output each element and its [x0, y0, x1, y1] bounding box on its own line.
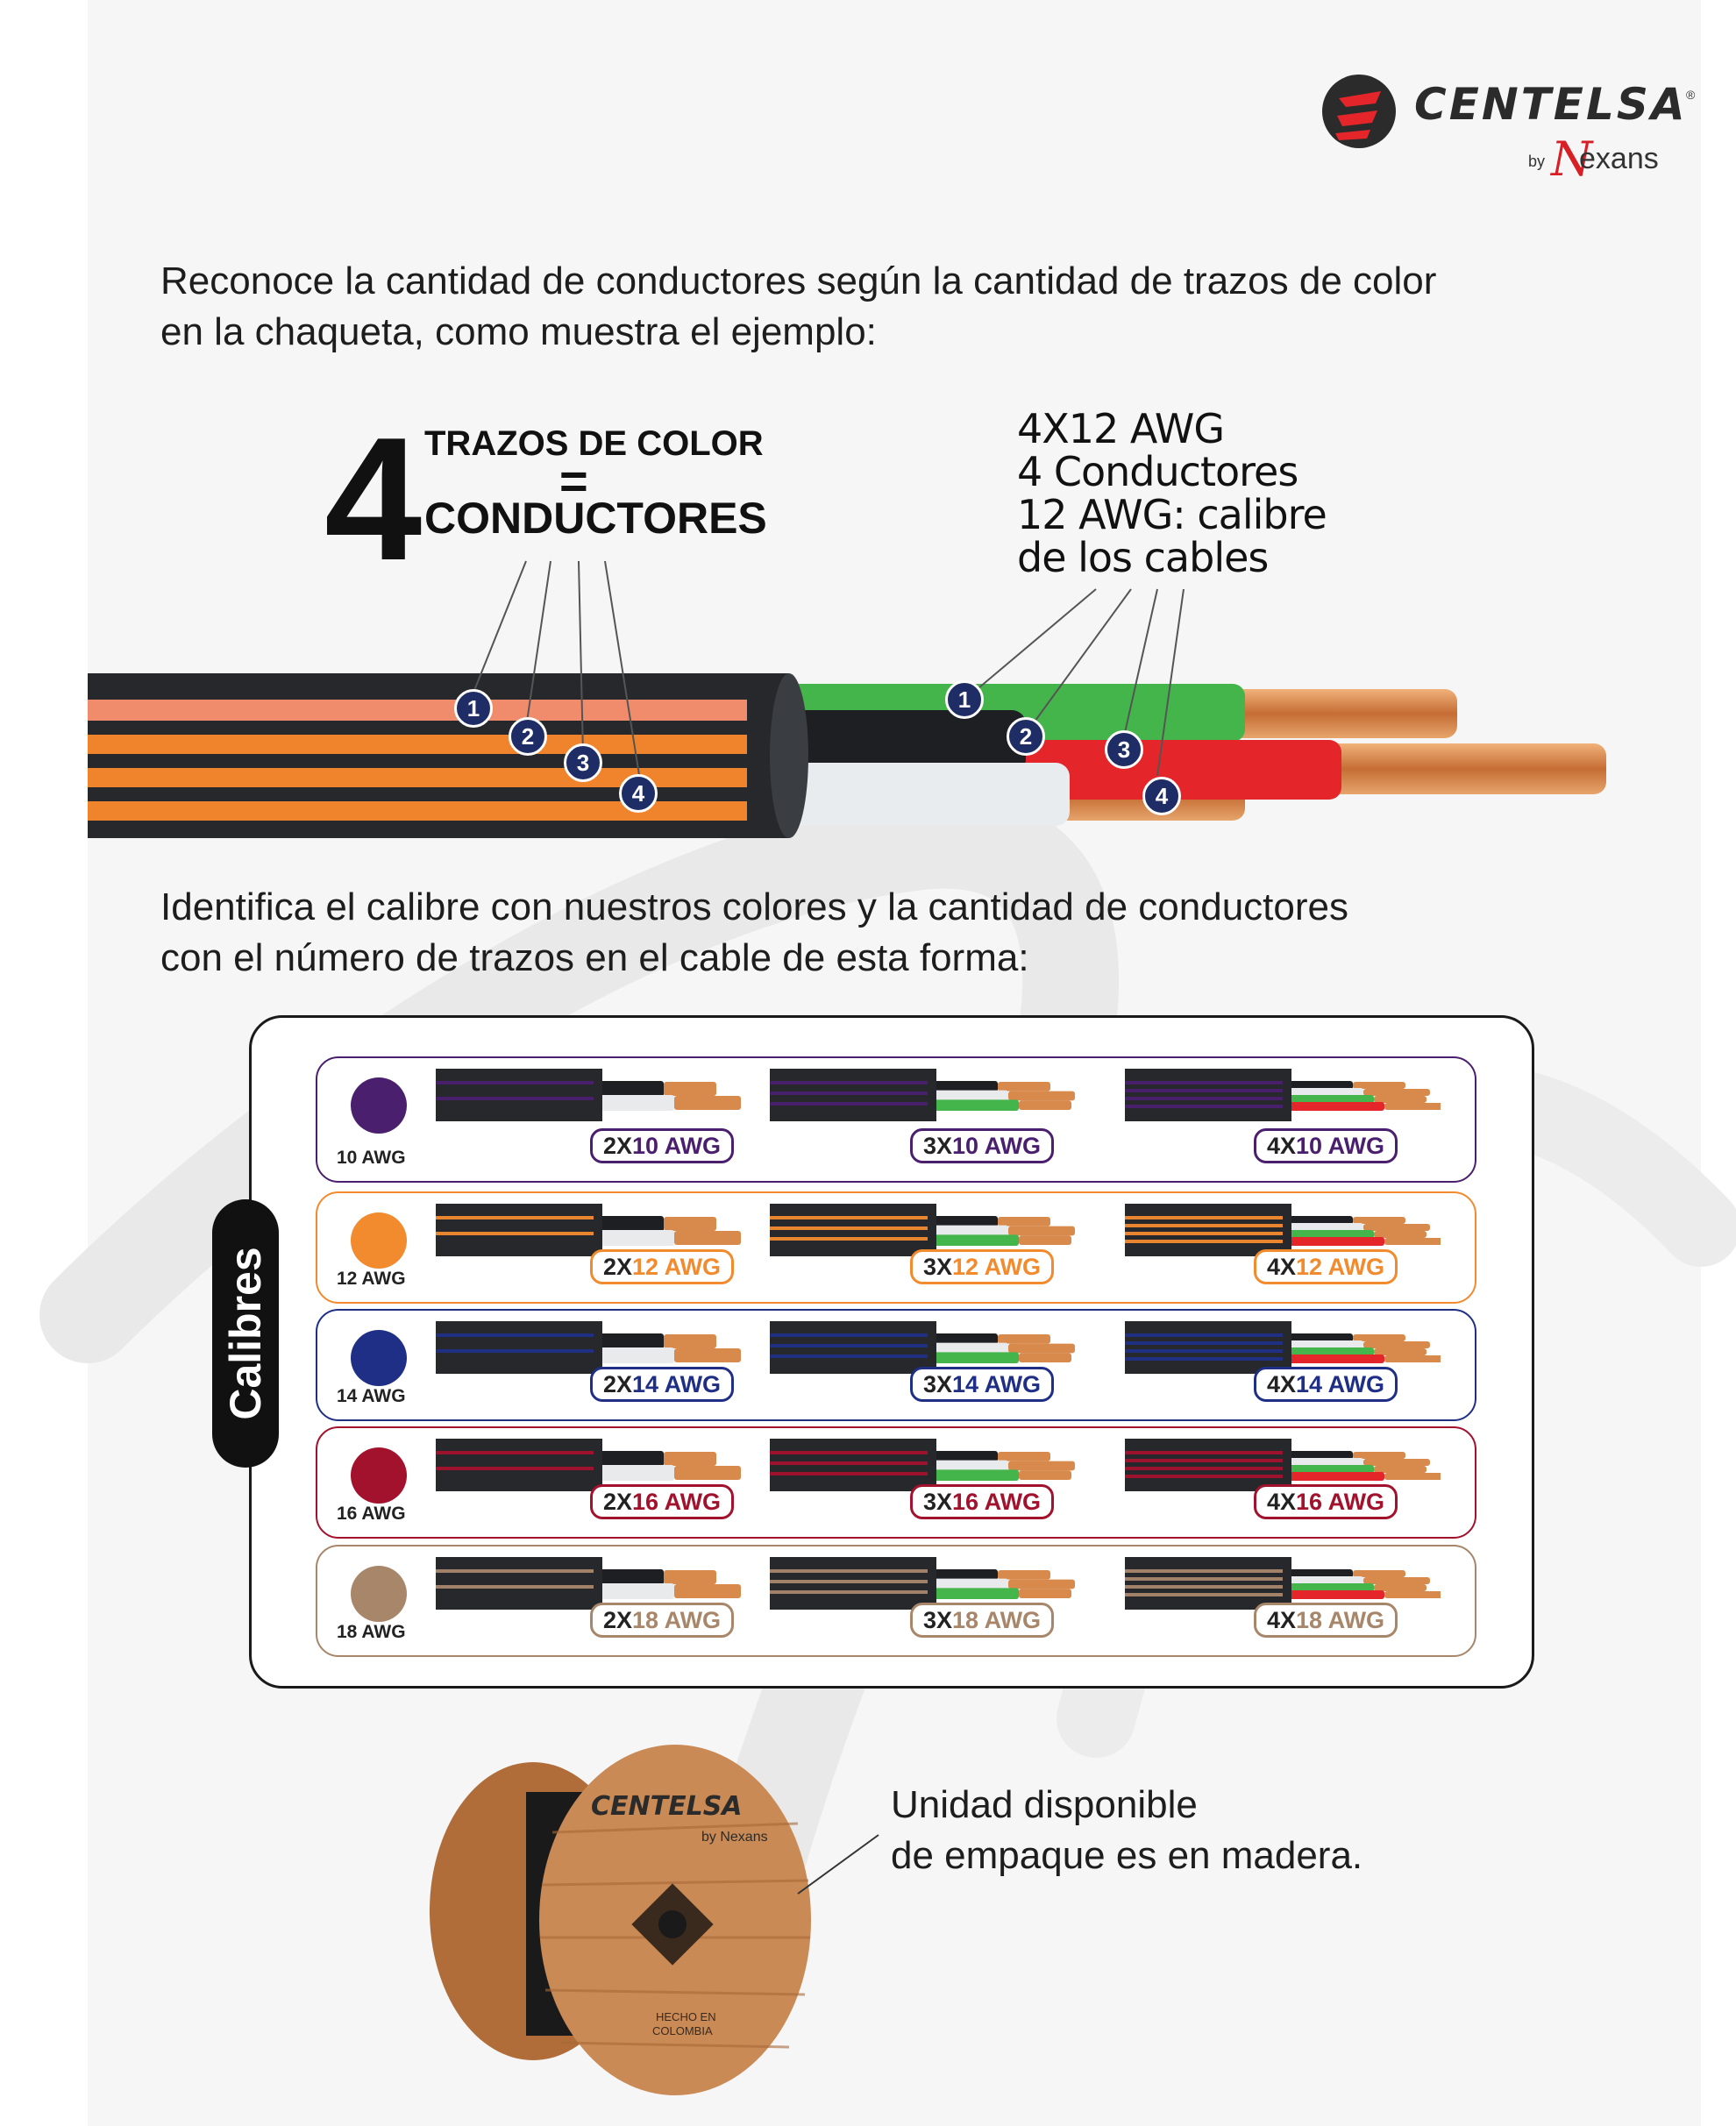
- cable-size-label: [910, 1367, 1054, 1402]
- spec-line-3: 12 AWG: calibre: [1017, 491, 1327, 538]
- cable-icon-2x18: [436, 1557, 751, 1610]
- cable-gauge-size: 18 AWG: [632, 1607, 722, 1633]
- stripe-marker-2: 2: [1007, 717, 1045, 756]
- stripe-marker-4: 4: [1142, 777, 1181, 815]
- stripe-count-number: 4: [324, 402, 417, 597]
- cable-gauge-size: 12 AWG: [632, 1254, 722, 1280]
- cable-gauge-size: 14 AWG: [1296, 1371, 1385, 1397]
- cable-gauge-size: 10 AWG: [952, 1133, 1042, 1159]
- cable-gauge-size: 18 AWG: [1296, 1607, 1385, 1633]
- spool-brand-label: CENTELSA: [591, 1791, 743, 1822]
- stripe-marker-2: 2: [509, 717, 547, 756]
- equals-sign: =: [559, 453, 588, 508]
- cable-gauge-size: 12 AWG: [952, 1254, 1042, 1280]
- spool-caption-line-2: de empaque es en madera.: [891, 1834, 1363, 1877]
- stripe-marker-1: 1: [454, 689, 493, 728]
- cable-gauge-size: 14 AWG: [952, 1371, 1042, 1397]
- cable-gauge-size: 16 AWG: [632, 1489, 722, 1515]
- gauge-color-swatch: [351, 1330, 407, 1386]
- wooden-spool-illustration: [430, 1736, 815, 2104]
- cable-gauge-size: 14 AWG: [632, 1371, 722, 1397]
- gauge-label: 10 AWG: [337, 1148, 406, 1168]
- intro-line-2: en la chaqueta, como muestra el ejemplo:: [160, 310, 877, 353]
- cable-icon-3x18: [770, 1557, 1085, 1610]
- brand-by: by: [1528, 153, 1546, 170]
- stripe-marker-1: 1: [945, 680, 984, 719]
- cable-gauge-size: 10 AWG: [632, 1133, 722, 1159]
- identify-line-1: Identifica el calibre con nuestros colores y la cantidad de conductores: [160, 885, 1348, 928]
- cable-icon-4x18: [1125, 1557, 1441, 1610]
- nexans-wordmark: exans: [1579, 142, 1659, 175]
- cable-size-label: [1254, 1603, 1398, 1638]
- spool-by-label: by Nexans: [701, 1830, 768, 1845]
- gauge-color-swatch: [351, 1447, 407, 1504]
- cable-count-prefix: 2X: [603, 1489, 633, 1515]
- cable-count-prefix: 3X: [923, 1254, 953, 1280]
- stripe-marker-3: 3: [564, 743, 602, 782]
- cable-size-label: [1254, 1128, 1398, 1163]
- cable-count-prefix: 2X: [603, 1254, 633, 1280]
- cable-count-prefix: 4X: [1267, 1607, 1297, 1633]
- nexans-initial: N: [1551, 132, 1593, 187]
- cable-count-prefix: 4X: [1267, 1133, 1297, 1159]
- cable-icon-4x16: [1125, 1439, 1441, 1491]
- cable-count-prefix: 2X: [603, 1371, 633, 1397]
- cable-count-prefix: 3X: [923, 1489, 953, 1515]
- cable-size-label: [1254, 1484, 1398, 1519]
- cable-gauge-size: 10 AWG: [1296, 1133, 1385, 1159]
- conductor-white: [763, 763, 1070, 826]
- cable-size-label: [910, 1484, 1054, 1519]
- trazos-label: TRAZOS DE COLOR: [424, 424, 764, 463]
- gauge-label: 14 AWG: [337, 1386, 406, 1406]
- spool-origin-2: COLOMBIA: [652, 2024, 713, 2037]
- spool-caption: [891, 1780, 1362, 1881]
- cable-icon-3x10: [770, 1069, 1085, 1121]
- spool-origin-1: HECHO EN: [656, 2010, 716, 2023]
- gauge-label: 16 AWG: [337, 1504, 406, 1524]
- cable-count-prefix: 3X: [923, 1371, 953, 1397]
- cable-count-prefix: 2X: [603, 1607, 633, 1633]
- cable-size-label: [590, 1603, 734, 1638]
- cable-icon-2x16: [436, 1439, 751, 1491]
- cable-icon-2x14: [436, 1321, 751, 1374]
- cable-icon-3x16: [770, 1439, 1085, 1491]
- jacket-stripe-2: [88, 735, 747, 754]
- intro-line-1: Reconoce la cantidad de conductores según la cantidad de trazos de color: [160, 260, 1437, 302]
- cable-gauge-size: 18 AWG: [952, 1607, 1042, 1633]
- cable-size-label: [910, 1128, 1054, 1163]
- gauge-label: 12 AWG: [337, 1269, 406, 1289]
- jacket-stripe-1: [88, 700, 747, 721]
- spec-line-4: de los cables: [1017, 534, 1269, 581]
- cable-icon-3x14: [770, 1321, 1085, 1374]
- spool-caption-line-1: Unidad disponible: [891, 1783, 1198, 1826]
- cable-gauge-size: 16 AWG: [1296, 1489, 1385, 1515]
- conductores-label: CONDUCTORES: [424, 494, 767, 543]
- cable-icon-2x10: [436, 1069, 751, 1121]
- cable-icon-4x12: [1125, 1204, 1441, 1256]
- copper-strand-green: [1227, 689, 1457, 738]
- cable-count-prefix: 4X: [1267, 1489, 1297, 1515]
- brand-wordmark: CENTELSA: [1414, 79, 1688, 130]
- cable-count-prefix: 3X: [923, 1133, 953, 1159]
- gauge-color-swatch: [351, 1566, 407, 1622]
- cable-count-prefix: 4X: [1267, 1371, 1297, 1397]
- cable-icon-4x14: [1125, 1321, 1441, 1374]
- gauge-color-swatch: [351, 1212, 407, 1269]
- cable-size-label: [590, 1367, 734, 1402]
- spec-line-2: 4 Conductores: [1017, 448, 1298, 495]
- identify-text: [160, 882, 1563, 984]
- cable-icon-2x12: [436, 1204, 751, 1256]
- spec-line-1: 4X12 AWG: [1017, 405, 1225, 452]
- cable-size-label: [590, 1484, 734, 1519]
- gauge-color-swatch: [351, 1077, 407, 1134]
- cable-count-prefix: 4X: [1267, 1254, 1297, 1280]
- calibres-tab-label: Calibres: [221, 1247, 270, 1420]
- cable-count-prefix: 3X: [923, 1607, 953, 1633]
- identify-line-2: con el número de trazos en el cable de esta forma:: [160, 936, 1029, 979]
- spool-hub: [658, 1910, 687, 1938]
- stripe-marker-4: 4: [619, 774, 658, 813]
- cable-size-label: [910, 1603, 1054, 1638]
- cable-gauge-size: 12 AWG: [1296, 1254, 1385, 1280]
- registered-mark: ®: [1686, 88, 1696, 102]
- cable-icon-3x12: [770, 1204, 1085, 1256]
- cable-size-label: [1254, 1249, 1398, 1284]
- copper-strand-red: [1324, 743, 1606, 794]
- cable-size-label: [590, 1249, 734, 1284]
- cable-size-label: [1254, 1367, 1398, 1402]
- gauge-label: 18 AWG: [337, 1622, 406, 1642]
- cable-size-label: [590, 1128, 734, 1163]
- stripe-marker-3: 3: [1105, 730, 1143, 769]
- cable-icon-4x10: [1125, 1069, 1441, 1121]
- jacket-cut-end: [770, 673, 808, 838]
- cable-count-prefix: 2X: [603, 1133, 633, 1159]
- cable-gauge-size: 16 AWG: [952, 1489, 1042, 1515]
- cable-size-label: [910, 1249, 1054, 1284]
